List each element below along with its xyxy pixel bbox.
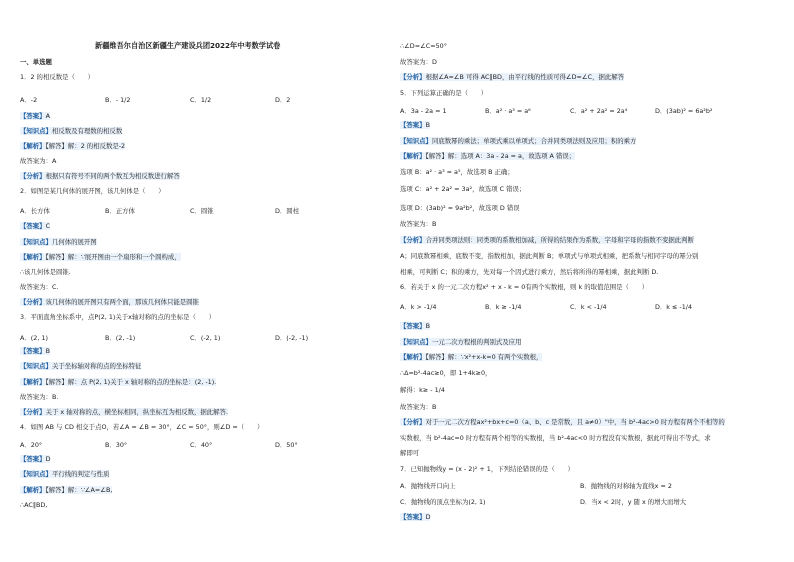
annotation-text: B	[425, 322, 430, 330]
text-line: 3．平面直角坐标系中，点P(2, 1)关于x轴对称的点的坐标是（ ）	[20, 313, 216, 321]
annotation-text: 关于坐标轴对称的点的坐标特征	[51, 362, 142, 370]
annotation-text: 【解答】解：点 P(2, 1)关于 x 轴对称的点的坐标是：(2, -1).	[45, 378, 217, 386]
annotation-line	[20, 222, 50, 230]
text-line: 5．下列运算正确的是（ ）	[400, 89, 488, 97]
annotation-text: 对于一元二次方程ax²+bx+c=0（a、b、c 是常数，且 a≠0）"中，当 b²-4ac>0 时方程有两个不相等的	[425, 418, 725, 426]
answer-option: B．(2, -1)	[105, 334, 136, 342]
text-line: 4．如图 AB 与 CD 相交于点O，若∠A = ∠B = 30°，∠C = 50°，则∠D =（ ）	[20, 423, 264, 431]
text-line: 故答案为：C.	[20, 283, 59, 291]
answer-option: B．k ≥ -1/4	[485, 303, 522, 311]
text-line: ∴∠D=∠C=50°	[400, 42, 447, 50]
annotation-line	[20, 347, 50, 355]
answer-option: B．- 1/2	[105, 96, 131, 104]
annotation-tag: 【答案】	[20, 455, 46, 463]
answer-option: A．k > -1/4	[400, 303, 437, 311]
annotation-tag: 【知识点】	[400, 338, 432, 346]
annotation-line	[400, 513, 430, 521]
annotation-tag: 【知识点】	[20, 362, 52, 370]
text-line: 故答案为：B.	[20, 393, 59, 401]
annotation-line	[400, 322, 430, 330]
annotation-text: 【解答】解：选项 A：3a - 2a = a，故选项 A 错误；	[425, 152, 576, 160]
annotation-text: 【解答】解：2 的相反数是-2	[45, 142, 126, 150]
text-line: 选项 D：(3ab)² = 9a²b²，故选项 D 错误	[400, 204, 520, 212]
annotation-line	[20, 172, 180, 180]
annotation-tag: 【知识点】	[400, 137, 432, 145]
annotation-tag: 【解析】	[20, 378, 46, 386]
answer-option: C．圆锥	[190, 207, 214, 215]
text-line: 选项 B：a² · a³ = a⁵，故选项 B 正确；	[400, 168, 514, 176]
text-line: 实数根，当 b²-4ac=0 时方程有两个相等的实数根，当 b²-4ac<0 时方程没有实数根，据此可得出不等式，求	[400, 434, 711, 442]
annotation-text: B	[425, 121, 430, 129]
answer-option: B．30°	[105, 441, 128, 449]
answer-option: D．(3ab)² = 6a²b²	[655, 107, 713, 115]
annotation-line	[20, 112, 50, 120]
text-line: ∴Δ=b²-4ac≥0，即 1+4k≥0，	[400, 369, 492, 377]
text-line: 解即可	[400, 449, 420, 457]
annotation-line	[400, 152, 575, 160]
annotation-text: 根据∠A=∠B 可得 AC∥BD，由平行线的性质可得∠D=∠C，据此解答	[425, 73, 625, 81]
annotation-line	[20, 378, 216, 386]
annotation-line	[20, 470, 109, 478]
text-line: 故答案为：A	[20, 157, 57, 165]
annotation-line	[20, 455, 50, 463]
answer-option: C．(-2, 1)	[190, 334, 221, 342]
annotation-text: 【解答】解：∵展开图由一个扇形和一个圆构成，	[45, 253, 181, 261]
annotation-text: B	[45, 347, 50, 355]
annotation-line	[400, 338, 521, 346]
answer-option: D．(-2, -1)	[275, 334, 309, 342]
answer-option: B．a² · a³ = a⁶	[485, 107, 531, 115]
text-line: 故答案为：B	[400, 220, 437, 228]
answer-option: A．长方体	[20, 207, 50, 215]
answer-option: D．50°	[275, 441, 298, 449]
annotation-tag: 【分析】	[400, 73, 426, 81]
text-line: 7．已知抛物线y = (x - 2)² + 1，下列结论错误的是（ ）	[400, 465, 574, 473]
text-line: 1．2 的相反数是（ ）	[20, 73, 95, 81]
annotation-text: 关于 x 轴对称的点，横坐标相同，纵坐标互为相反数，据此解答.	[45, 408, 228, 416]
annotation-line	[400, 137, 636, 145]
annotation-text: 根据只有符号不同的两个数互为相反数进行解答	[45, 172, 180, 180]
annotation-tag: 【答案】	[400, 121, 426, 129]
annotation-line	[20, 298, 199, 306]
annotation-text: 几何体的展开图	[51, 238, 97, 246]
annotation-tag: 【知识点】	[20, 127, 52, 135]
answer-option: D．当x < 2时，y 随 x 的增大而增大	[580, 498, 687, 506]
answer-option: A．3a - 2a = 1	[400, 107, 447, 115]
annotation-text: C	[45, 222, 51, 230]
text-line: 故答案为：D	[400, 58, 437, 66]
section-heading: 一、单选题	[20, 58, 52, 66]
annotation-tag: 【知识点】	[20, 238, 52, 246]
annotation-tag: 【分析】	[400, 236, 426, 244]
answer-option: A．20°	[20, 441, 43, 449]
answer-option: A．-2	[20, 96, 38, 104]
text-line: 解得：k≥ - 1/4	[400, 386, 445, 394]
answer-option: D．圆柱	[275, 207, 300, 215]
annotation-text: 【解答】解：∵∠A=∠B,	[45, 486, 113, 494]
annotation-line	[400, 353, 542, 361]
answer-option: C．k < -1/4	[570, 303, 607, 311]
annotation-line	[20, 127, 122, 135]
answer-option: D．2	[275, 96, 291, 104]
annotation-tag: 【解析】	[20, 486, 46, 494]
annotation-line	[400, 418, 725, 426]
text-line: 故答案为：B	[400, 403, 437, 411]
annotation-tag: 【分析】	[20, 408, 46, 416]
answer-option: C．抛物线的顶点坐标为(2, 1)	[400, 498, 486, 506]
annotation-tag: 【解析】	[20, 142, 46, 150]
answer-option: C．a² + 2a² = 2a⁴	[570, 107, 628, 115]
answer-option: D．k ≤ -1/4	[655, 303, 693, 311]
annotation-line	[20, 142, 125, 150]
text-line: A；同底数幂相乘，底数不变，指数相加，据此判断 B；单项式与单项式相乘，把系数与相同字母的幂分别	[400, 252, 699, 260]
text-line: 6．若关于 x 的一元二次方程x² + x - k = 0有两个实数根，则 k 的取值范围是（ ）	[400, 283, 649, 291]
annotation-tag: 【知识点】	[20, 470, 52, 478]
annotation-tag: 【答案】	[20, 222, 46, 230]
annotation-text: 同底数幂的乘法；单项式乘以单项式；合并同类项法则及应用；积的乘方	[431, 137, 637, 145]
answer-option: C．1/2	[190, 96, 212, 104]
annotation-tag: 【分析】	[20, 172, 46, 180]
answer-option: A．抛物线开口向上	[400, 482, 456, 490]
annotation-tag: 【解析】	[400, 353, 426, 361]
annotation-text: 该几何体的展开图只有两个面，那该几何体只能是圆锥	[45, 298, 199, 306]
annotation-text: 相反数及有理数的相反数	[51, 127, 123, 135]
annotation-line	[400, 73, 624, 81]
answer-option: A．(2, 1)	[20, 334, 48, 342]
answer-option: B．抛物线的对称轴为直线x = 2	[580, 482, 672, 490]
annotation-tag: 【答案】	[400, 322, 426, 330]
annotation-line	[20, 238, 97, 246]
annotation-tag: 【答案】	[20, 112, 46, 120]
text-line: 相乘，可判断 C；积的乘方，先对每一个因式进行乘方，然后将所得的幂相乘，据此判断 D.	[400, 268, 659, 276]
annotation-line	[20, 253, 181, 261]
annotation-text: 一元二次方程根的判别式及应用	[431, 338, 522, 346]
annotation-tag: 【分析】	[400, 418, 426, 426]
annotation-text: 【解答】解：∵x²+x-k=0 有两个实数根，	[425, 353, 543, 361]
document-title: 新疆维吾尔自治区新疆生产建设兵团2022年中考数学试卷	[95, 41, 281, 50]
annotation-line	[20, 362, 141, 370]
annotation-tag: 【分析】	[20, 298, 46, 306]
answer-option: C．40°	[190, 441, 213, 449]
answer-option: B．正方体	[105, 207, 135, 215]
annotation-line	[400, 236, 694, 244]
annotation-tag: 【解析】	[20, 253, 46, 261]
annotation-text: 平行线的判定与性质	[51, 470, 110, 478]
annotation-tag: 【答案】	[20, 347, 46, 355]
annotation-text: D	[45, 455, 51, 463]
annotation-text: 合并同类项法则：同类项的系数相加减，所得的结果作为系数，字母和字母的指数不变据此判断	[425, 236, 694, 244]
annotation-text: D	[425, 513, 431, 521]
annotation-tag: 【解析】	[400, 152, 426, 160]
text-line: 2．如图是某几何体的展开图，该几何体是（ ）	[20, 187, 165, 195]
annotation-line	[20, 408, 228, 416]
annotation-line	[400, 121, 430, 129]
text-line: 选项 C：a² + 2a² = 3a²，故选项 C 错误；	[400, 185, 526, 193]
text-line: ∴AC∥BD,	[20, 501, 48, 509]
annotation-line	[20, 486, 112, 494]
text-line: ∴该几何体是圆锥.	[20, 268, 71, 276]
annotation-tag: 【答案】	[400, 513, 426, 521]
annotation-text: A	[45, 112, 50, 120]
